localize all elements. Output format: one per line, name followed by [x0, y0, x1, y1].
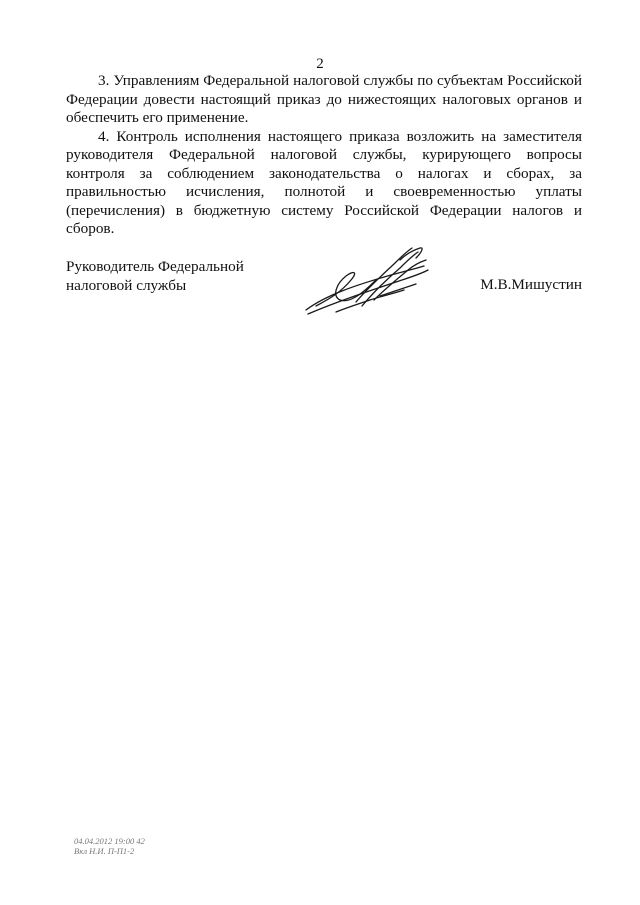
signer-name: М.В.Мишустин: [480, 276, 582, 293]
document-body: [66, 72, 582, 239]
signer-title: [66, 258, 286, 295]
paragraph-4: 4. Контроль исполнения настоящего приказа возложить на заместителя руководителя Федеральной налоговой службы, курирующего вопросы контроля за соблюдением законодательства о налогах и сборах, за правильностью исчисления, полнотой и своевременностью уплаты (перечисления) в бюджетную систему Российской Федерации налогов и сборов.: [66, 127, 582, 237]
handwritten-signature-icon: [296, 240, 446, 330]
footer-stamp-line-1: 04.04.2012 19:00 42: [74, 836, 145, 846]
signer-title-line-1: Руководитель Федеральной: [66, 258, 244, 275]
page-number: 2: [316, 56, 324, 72]
signature-block: [66, 258, 582, 328]
footer-stamp: [74, 836, 145, 856]
signer-title-line-2: налоговой службы: [66, 276, 187, 294]
footer-stamp-line-2: Вкл Н.И. П-П1-2: [74, 846, 135, 856]
paragraph-3: 3. Управлениям Федеральной налоговой службы по субъектам Российской Федерации довести настоящий приказ до нижестоящих налоговых органов и обеспечить его применение.: [66, 72, 582, 126]
